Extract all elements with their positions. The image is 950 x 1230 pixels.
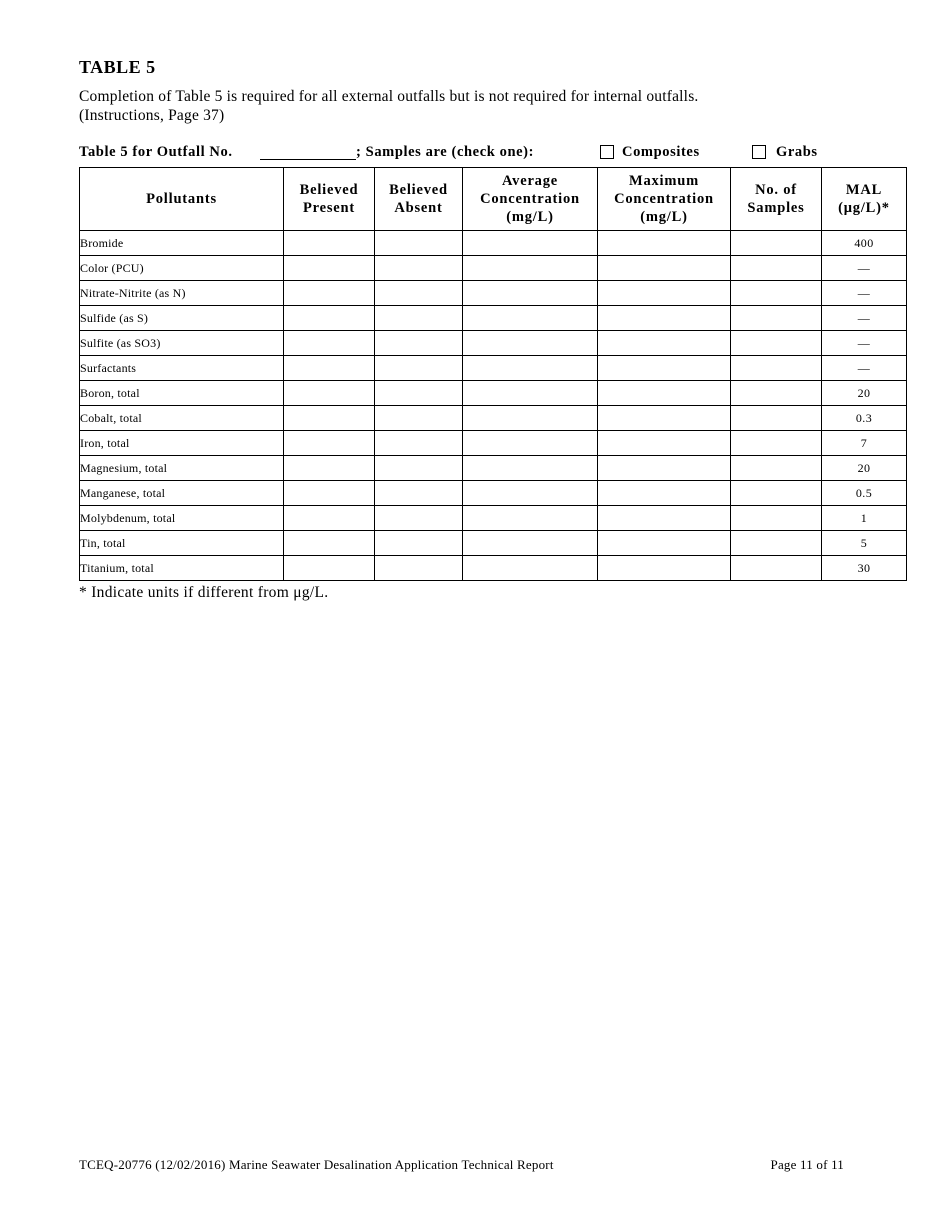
average-concentration-cell[interactable] <box>463 506 598 531</box>
average-concentration-cell[interactable] <box>463 231 598 256</box>
average-concentration-cell[interactable] <box>463 456 598 481</box>
page-footer <box>79 1157 844 1173</box>
table-row <box>80 506 907 531</box>
page-number: Page 11 of 11 <box>770 1157 844 1172</box>
believed-present-cell[interactable] <box>284 406 375 431</box>
mal-value: 7 <box>822 431 907 456</box>
table-row <box>80 331 907 356</box>
number-of-samples-cell[interactable] <box>731 381 822 406</box>
pollutant-name: Molybdenum, total <box>80 506 284 531</box>
believed-absent-cell[interactable] <box>375 331 463 356</box>
believed-absent-cell[interactable] <box>375 556 463 581</box>
mal-value: 5 <box>822 531 907 556</box>
average-concentration-cell[interactable] <box>463 531 598 556</box>
number-of-samples-cell[interactable] <box>731 506 822 531</box>
mal-value: 20 <box>822 381 907 406</box>
believed-absent-cell[interactable] <box>375 231 463 256</box>
col-header-mal: MAL (μg/L)* <box>822 168 907 231</box>
maximum-concentration-cell[interactable] <box>598 281 731 306</box>
pollutant-name: Cobalt, total <box>80 406 284 431</box>
number-of-samples-cell[interactable] <box>731 281 822 306</box>
believed-present-cell[interactable] <box>284 556 375 581</box>
number-of-samples-cell[interactable] <box>731 556 822 581</box>
units-footnote: * Indicate units if different from μg/L. <box>79 584 329 601</box>
mal-value: 0.5 <box>822 481 907 506</box>
believed-absent-cell[interactable] <box>375 431 463 456</box>
mal-value: — <box>822 281 907 306</box>
average-concentration-cell[interactable] <box>463 356 598 381</box>
maximum-concentration-cell[interactable] <box>598 406 731 431</box>
believed-absent-cell[interactable] <box>375 306 463 331</box>
believed-absent-cell[interactable] <box>375 506 463 531</box>
pollutant-name: Manganese, total <box>80 481 284 506</box>
maximum-concentration-cell[interactable] <box>598 531 731 556</box>
table-heading: TABLE 5 <box>79 57 156 77</box>
believed-absent-cell[interactable] <box>375 531 463 556</box>
outfall-number-field[interactable] <box>260 159 356 160</box>
maximum-concentration-cell[interactable] <box>598 331 731 356</box>
maximum-concentration-cell[interactable] <box>598 456 731 481</box>
pollutants-table <box>79 167 907 581</box>
grabs-checkbox[interactable] <box>752 145 766 159</box>
mal-value: 400 <box>822 231 907 256</box>
average-concentration-cell[interactable] <box>463 431 598 456</box>
number-of-samples-cell[interactable] <box>731 356 822 381</box>
table-row <box>80 481 907 506</box>
pollutant-name: Bromide <box>80 231 284 256</box>
table-row <box>80 306 907 331</box>
table-body <box>80 231 907 581</box>
number-of-samples-cell[interactable] <box>731 431 822 456</box>
believed-present-cell[interactable] <box>284 256 375 281</box>
number-of-samples-cell[interactable] <box>731 456 822 481</box>
average-concentration-cell[interactable] <box>463 406 598 431</box>
col-header-average-concentration: Average Concentration (mg/L) <box>463 168 598 231</box>
maximum-concentration-cell[interactable] <box>598 481 731 506</box>
instructions-line-1: Completion of Table 5 is required for all external outfalls but is not required for internal outfalls. <box>79 88 699 105</box>
number-of-samples-cell[interactable] <box>731 406 822 431</box>
believed-present-cell[interactable] <box>284 506 375 531</box>
col-header-number-of-samples: No. of Samples <box>731 168 822 231</box>
outfall-selection-row <box>79 144 909 164</box>
form-identifier: TCEQ-20776 (12/02/2016) Marine Seawater Desalination Application Technical Report <box>79 1157 554 1172</box>
pollutant-name: Nitrate-Nitrite (as N) <box>80 281 284 306</box>
believed-present-cell[interactable] <box>284 531 375 556</box>
pollutant-name: Color (PCU) <box>80 256 284 281</box>
table-header-row <box>80 168 907 231</box>
average-concentration-cell[interactable] <box>463 306 598 331</box>
table-row <box>80 231 907 256</box>
average-concentration-cell[interactable] <box>463 381 598 406</box>
believed-present-cell[interactable] <box>284 356 375 381</box>
believed-present-cell[interactable] <box>284 331 375 356</box>
instructions-line-2: (Instructions, Page 37) <box>79 107 225 124</box>
mal-value: 20 <box>822 456 907 481</box>
instructions-text <box>79 87 899 125</box>
maximum-concentration-cell[interactable] <box>598 306 731 331</box>
believed-present-cell[interactable] <box>284 431 375 456</box>
believed-absent-cell[interactable] <box>375 281 463 306</box>
table-row <box>80 256 907 281</box>
col-header-maximum-concentration: Maximum Concentration (mg/L) <box>598 168 731 231</box>
pollutant-name: Boron, total <box>80 381 284 406</box>
maximum-concentration-cell[interactable] <box>598 431 731 456</box>
believed-absent-cell[interactable] <box>375 456 463 481</box>
believed-absent-cell[interactable] <box>375 381 463 406</box>
maximum-concentration-cell[interactable] <box>598 356 731 381</box>
pollutant-name: Iron, total <box>80 431 284 456</box>
mal-value: — <box>822 256 907 281</box>
believed-present-cell[interactable] <box>284 456 375 481</box>
maximum-concentration-cell[interactable] <box>598 381 731 406</box>
samples-label: ; Samples are (check one): <box>356 144 535 160</box>
average-concentration-cell[interactable] <box>463 256 598 281</box>
believed-present-cell[interactable] <box>284 306 375 331</box>
believed-present-cell[interactable] <box>284 231 375 256</box>
average-concentration-cell[interactable] <box>463 331 598 356</box>
pollutant-name: Sulfide (as S) <box>80 306 284 331</box>
number-of-samples-cell[interactable] <box>731 531 822 556</box>
believed-absent-cell[interactable] <box>375 481 463 506</box>
mal-value: — <box>822 331 907 356</box>
number-of-samples-cell[interactable] <box>731 256 822 281</box>
pollutant-name: Tin, total <box>80 531 284 556</box>
believed-present-cell[interactable] <box>284 481 375 506</box>
outfall-label: Table 5 for Outfall No. <box>79 144 233 160</box>
average-concentration-cell[interactable] <box>463 556 598 581</box>
number-of-samples-cell[interactable] <box>731 481 822 506</box>
number-of-samples-cell[interactable] <box>731 331 822 356</box>
table-row <box>80 281 907 306</box>
grabs-label: Grabs <box>776 144 818 160</box>
table-row <box>80 406 907 431</box>
table-row <box>80 531 907 556</box>
number-of-samples-cell[interactable] <box>731 306 822 331</box>
average-concentration-cell[interactable] <box>463 481 598 506</box>
believed-absent-cell[interactable] <box>375 256 463 281</box>
believed-present-cell[interactable] <box>284 281 375 306</box>
table-row <box>80 456 907 481</box>
mal-value: 30 <box>822 556 907 581</box>
col-header-believed-absent: Believed Absent <box>375 168 463 231</box>
table-row <box>80 381 907 406</box>
mal-value: — <box>822 306 907 331</box>
pollutant-name: Titanium, total <box>80 556 284 581</box>
table-row <box>80 556 907 581</box>
mal-value: — <box>822 356 907 381</box>
number-of-samples-cell[interactable] <box>731 231 822 256</box>
average-concentration-cell[interactable] <box>463 281 598 306</box>
col-header-believed-present: Believed Present <box>284 168 375 231</box>
composites-label: Composites <box>622 144 700 160</box>
composites-checkbox[interactable] <box>600 145 614 159</box>
believed-present-cell[interactable] <box>284 381 375 406</box>
table-row <box>80 356 907 381</box>
pollutant-name: Sulfite (as SO3) <box>80 331 284 356</box>
table-row <box>80 431 907 456</box>
maximum-concentration-cell[interactable] <box>598 506 731 531</box>
pollutant-name: Magnesium, total <box>80 456 284 481</box>
col-header-pollutants: Pollutants <box>80 168 284 231</box>
maximum-concentration-cell[interactable] <box>598 556 731 581</box>
believed-absent-cell[interactable] <box>375 356 463 381</box>
maximum-concentration-cell[interactable] <box>598 231 731 256</box>
pollutant-name: Surfactants <box>80 356 284 381</box>
believed-absent-cell[interactable] <box>375 406 463 431</box>
mal-value: 1 <box>822 506 907 531</box>
mal-value: 0.3 <box>822 406 907 431</box>
maximum-concentration-cell[interactable] <box>598 256 731 281</box>
